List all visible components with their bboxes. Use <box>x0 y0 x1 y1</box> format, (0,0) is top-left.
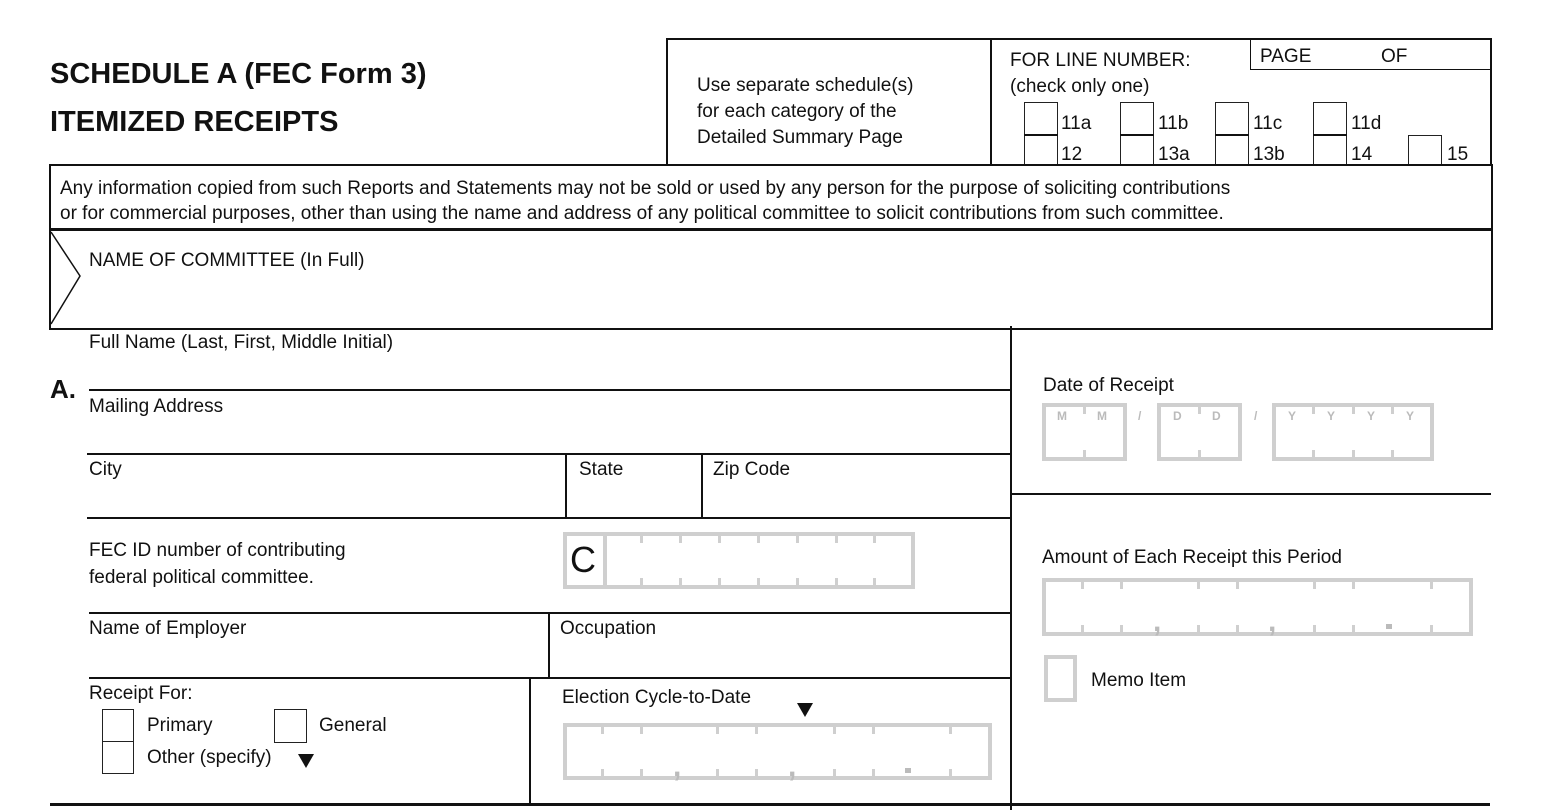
fec-id-label-2: federal political committee. <box>89 567 314 588</box>
line-label-15[interactable]: 15 <box>1447 144 1469 165</box>
amount-label: Amount of Each Receipt this Period <box>1042 547 1342 568</box>
mailing-address-label: Mailing Address <box>89 396 224 417</box>
line-label-13a[interactable]: 13a <box>1158 144 1190 165</box>
memo-item-label: Memo Item <box>1091 670 1187 691</box>
committee-name-field[interactable] <box>95 276 1475 320</box>
zip-code-label: Zip Code <box>713 459 791 480</box>
line-label-12[interactable]: 12 <box>1061 144 1083 165</box>
instruction-line-3: Detailed Summary Page <box>697 127 903 148</box>
date-of-receipt-label: Date of Receipt <box>1043 375 1174 396</box>
cycle-to-date-amount-field[interactable] <box>563 723 992 783</box>
state-field[interactable] <box>570 482 695 516</box>
cycle-to-date-label: Election Cycle-to-Date <box>562 687 752 708</box>
receipt-for-label: Receipt For: <box>89 683 193 704</box>
amount-comma-1: , <box>1153 605 1162 638</box>
full-name-field[interactable] <box>89 354 1004 388</box>
fec-id-field[interactable] <box>563 532 915 589</box>
line-label-13b[interactable]: 13b <box>1253 144 1285 165</box>
form-title: SCHEDULE A (FEC Form 3) <box>50 58 427 90</box>
other-specify-label: Other (specify) <box>147 747 272 768</box>
general-checkbox[interactable] <box>274 709 307 743</box>
line-label-11d[interactable]: 11d <box>1351 113 1382 134</box>
other-arrow-icon <box>298 754 314 768</box>
occupation-field[interactable] <box>555 641 1005 675</box>
mailing-address-field[interactable] <box>89 418 1004 452</box>
fec-id-prefix: C <box>570 539 596 580</box>
cycle-comma-1: , <box>673 750 682 783</box>
line-number-label: FOR LINE NUMBER: <box>1010 50 1191 71</box>
cycle-comma-2: , <box>788 750 797 783</box>
general-label: General <box>319 715 387 736</box>
line-label-11c[interactable]: 11c <box>1253 113 1283 134</box>
line-check-15[interactable] <box>1408 135 1442 165</box>
city-label: City <box>89 459 122 480</box>
primary-label: Primary <box>147 715 213 736</box>
employer-label: Name of Employer <box>89 618 247 639</box>
form-subtitle: ITEMIZED RECEIPTS <box>50 106 339 138</box>
fec-id-label-1: FEC ID number of contributing <box>89 540 346 561</box>
employer-field[interactable] <box>89 641 544 675</box>
of-label: OF <box>1381 46 1408 67</box>
full-name-label: Full Name (Last, First, Middle Initial) <box>89 332 394 353</box>
line-label-11a[interactable]: 11a <box>1061 113 1092 134</box>
primary-checkbox[interactable] <box>102 709 134 743</box>
zip-code-field[interactable] <box>706 482 1006 516</box>
notice-line-1: Any information copied from such Reports and Statements may not be sold or used by any person for the purpose of soliciting contributions <box>60 178 1231 199</box>
line-label-11b[interactable]: 11b <box>1158 113 1189 134</box>
notice-line-2: or for commercial purposes, other than using the name and address of any political committee to solicit contributions from such committee. <box>60 203 1224 224</box>
instruction-line-1: Use separate schedule(s) <box>697 75 914 96</box>
other-checkbox[interactable] <box>102 741 134 774</box>
committee-name-label: NAME OF COMMITTEE (In Full) <box>89 250 365 271</box>
section-letter: A. <box>50 374 76 404</box>
check-only-one: (check only one) <box>1010 76 1150 97</box>
line-label-14[interactable]: 14 <box>1351 144 1373 165</box>
instruction-line-2: for each category of the <box>697 101 897 122</box>
occupation-label: Occupation <box>560 618 657 639</box>
committee-arrow-icon <box>50 230 84 326</box>
city-field[interactable] <box>89 482 559 516</box>
cycle-arrow-icon <box>797 703 813 717</box>
amount-comma-2: , <box>1268 605 1277 638</box>
amount-field[interactable] <box>1042 578 1473 636</box>
memo-item-checkbox[interactable] <box>1044 655 1077 702</box>
page-label: PAGE <box>1260 46 1312 67</box>
state-label: State <box>579 459 624 480</box>
